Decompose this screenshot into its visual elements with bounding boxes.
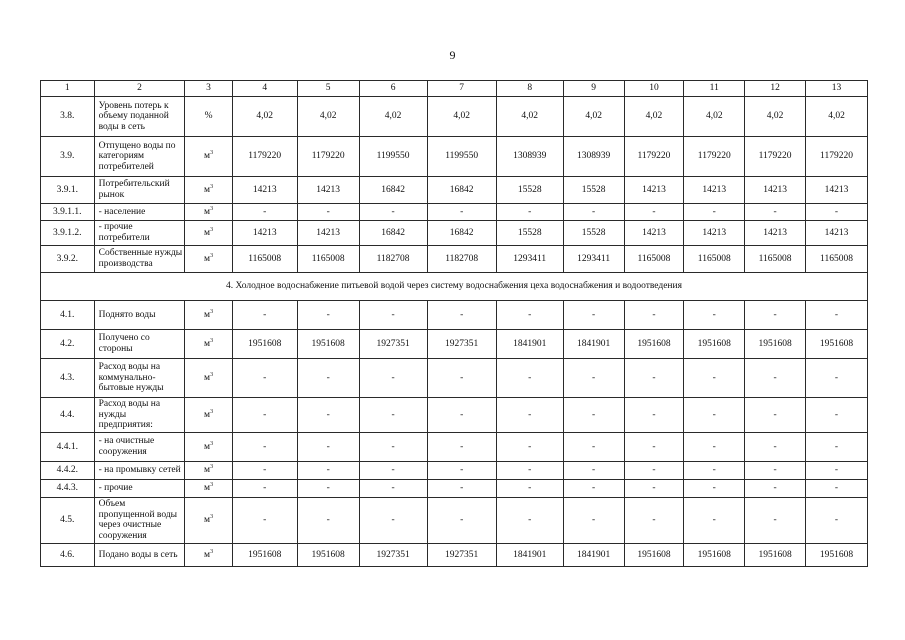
- value-cell: -: [745, 497, 806, 543]
- row-number: 4.3.: [41, 359, 95, 398]
- row-name: - на очистные сооружения: [94, 432, 185, 461]
- value-cell: -: [745, 479, 806, 497]
- data-table: [40, 80, 868, 567]
- value-cell: -: [359, 301, 427, 330]
- value-cell: -: [297, 359, 359, 398]
- row-name: Расход воды на нужды предприятия:: [94, 398, 185, 433]
- row-number: 4.4.: [41, 398, 95, 433]
- value-cell: 15528: [563, 221, 624, 246]
- value-cell: 4,02: [359, 97, 427, 137]
- table-row: [41, 330, 868, 359]
- value-cell: 1951608: [297, 543, 359, 566]
- row-unit: $м^3$: [185, 359, 232, 398]
- value-cell: 14213: [684, 177, 745, 204]
- value-cell: 1841901: [563, 330, 624, 359]
- table-row: [41, 301, 868, 330]
- value-cell: 1841901: [563, 543, 624, 566]
- row-name: - прочие: [94, 479, 185, 497]
- value-cell: -: [496, 497, 563, 543]
- value-cell: -: [624, 479, 684, 497]
- value-cell: 1951608: [806, 543, 868, 566]
- value-cell: -: [624, 204, 684, 221]
- row-number: 3.8.: [41, 97, 95, 137]
- header-cell: 9: [563, 81, 624, 97]
- value-cell: -: [359, 461, 427, 479]
- value-cell: 14213: [684, 221, 745, 246]
- value-cell: -: [359, 398, 427, 433]
- value-cell: -: [297, 204, 359, 221]
- value-cell: -: [684, 204, 745, 221]
- value-cell: -: [232, 479, 297, 497]
- value-cell: 1179220: [684, 137, 745, 177]
- value-cell: -: [563, 461, 624, 479]
- value-cell: -: [684, 479, 745, 497]
- value-cell: -: [684, 497, 745, 543]
- row-number: 3.9.: [41, 137, 95, 177]
- row-unit: $м^3$: [185, 479, 232, 497]
- value-cell: 15528: [496, 177, 563, 204]
- value-cell: -: [297, 301, 359, 330]
- row-number: 4.5.: [41, 497, 95, 543]
- value-cell: 14213: [624, 177, 684, 204]
- value-cell: -: [359, 204, 427, 221]
- value-cell: 14213: [806, 177, 868, 204]
- value-cell: -: [563, 301, 624, 330]
- value-cell: -: [806, 204, 868, 221]
- row-unit: $м^3$: [185, 330, 232, 359]
- header-cell: 11: [684, 81, 745, 97]
- value-cell: 1951608: [232, 330, 297, 359]
- header-cell: 6: [359, 81, 427, 97]
- value-cell: -: [684, 359, 745, 398]
- value-cell: 1951608: [624, 330, 684, 359]
- value-cell: -: [624, 461, 684, 479]
- table-row: [41, 137, 868, 177]
- value-cell: 14213: [745, 177, 806, 204]
- value-cell: -: [496, 359, 563, 398]
- value-cell: 1927351: [359, 330, 427, 359]
- row-unit: $м^3$: [185, 137, 232, 177]
- value-cell: -: [745, 359, 806, 398]
- value-cell: -: [745, 461, 806, 479]
- value-cell: 1951608: [684, 330, 745, 359]
- value-cell: 1841901: [496, 330, 563, 359]
- value-cell: -: [427, 432, 496, 461]
- value-cell: 1179220: [297, 137, 359, 177]
- value-cell: -: [563, 479, 624, 497]
- header-cell: 12: [745, 81, 806, 97]
- row-name: Объем пропущенной воды через очистные сооружения: [94, 497, 185, 543]
- value-cell: -: [427, 204, 496, 221]
- row-name: Поднято воды: [94, 301, 185, 330]
- value-cell: -: [806, 398, 868, 433]
- value-cell: 1951608: [684, 543, 745, 566]
- value-cell: -: [427, 301, 496, 330]
- value-cell: -: [745, 204, 806, 221]
- row-number: 3.9.1.2.: [41, 221, 95, 246]
- row-name: - население: [94, 204, 185, 221]
- value-cell: -: [684, 301, 745, 330]
- value-cell: -: [496, 204, 563, 221]
- value-cell: 14213: [232, 177, 297, 204]
- row-number: 4.2.: [41, 330, 95, 359]
- header-cell: 13: [806, 81, 868, 97]
- section-title: 4. Холодное водоснабжение питьевой водой через систему водоснабжения цеха водоснабжения и водоотведения: [41, 273, 868, 301]
- value-cell: -: [232, 432, 297, 461]
- header-cell: 3: [185, 81, 232, 97]
- value-cell: 1951608: [232, 543, 297, 566]
- value-cell: 1165008: [624, 246, 684, 273]
- value-cell: 16842: [427, 177, 496, 204]
- row-number: 4.1.: [41, 301, 95, 330]
- value-cell: 1841901: [496, 543, 563, 566]
- value-cell: 14213: [806, 221, 868, 246]
- table-row: [41, 461, 868, 479]
- row-number: 4.4.2.: [41, 461, 95, 479]
- row-number: 3.9.1.1.: [41, 204, 95, 221]
- value-cell: -: [297, 497, 359, 543]
- table-row: [41, 177, 868, 204]
- value-cell: 1308939: [496, 137, 563, 177]
- table-row: [41, 543, 868, 566]
- value-cell: 1179220: [745, 137, 806, 177]
- value-cell: 1951608: [745, 543, 806, 566]
- value-cell: -: [232, 497, 297, 543]
- value-cell: -: [232, 204, 297, 221]
- header-cell: 4: [232, 81, 297, 97]
- value-cell: -: [232, 301, 297, 330]
- row-unit: $м^3$: [185, 461, 232, 479]
- value-cell: 1927351: [427, 330, 496, 359]
- value-cell: 1293411: [496, 246, 563, 273]
- value-cell: -: [427, 461, 496, 479]
- value-cell: -: [427, 479, 496, 497]
- value-cell: 1199550: [359, 137, 427, 177]
- value-cell: -: [232, 398, 297, 433]
- table-row: [41, 204, 868, 221]
- value-cell: 4,02: [563, 97, 624, 137]
- value-cell: 1165008: [684, 246, 745, 273]
- value-cell: 1182708: [427, 246, 496, 273]
- value-cell: 4,02: [624, 97, 684, 137]
- row-number: 3.9.2.: [41, 246, 95, 273]
- value-cell: 4,02: [496, 97, 563, 137]
- value-cell: 4,02: [232, 97, 297, 137]
- value-cell: -: [496, 461, 563, 479]
- value-cell: 14213: [624, 221, 684, 246]
- value-cell: -: [624, 432, 684, 461]
- header-cell: 10: [624, 81, 684, 97]
- row-unit: $м^3$: [185, 221, 232, 246]
- value-cell: -: [563, 497, 624, 543]
- value-cell: -: [806, 432, 868, 461]
- row-name: - на промывку сетей: [94, 461, 185, 479]
- value-cell: 15528: [563, 177, 624, 204]
- header-cell: 5: [297, 81, 359, 97]
- value-cell: -: [496, 301, 563, 330]
- value-cell: -: [806, 461, 868, 479]
- row-unit: $м^3$: [185, 543, 232, 566]
- value-cell: 4,02: [684, 97, 745, 137]
- value-cell: 16842: [359, 221, 427, 246]
- value-cell: -: [624, 497, 684, 543]
- row-name: Отпущено воды по категориям потребителей: [94, 137, 185, 177]
- value-cell: -: [624, 359, 684, 398]
- value-cell: -: [297, 398, 359, 433]
- value-cell: 1927351: [427, 543, 496, 566]
- row-number: 4.4.3.: [41, 479, 95, 497]
- value-cell: 14213: [745, 221, 806, 246]
- value-cell: 1293411: [563, 246, 624, 273]
- value-cell: -: [806, 479, 868, 497]
- value-cell: -: [806, 301, 868, 330]
- value-cell: 1951608: [624, 543, 684, 566]
- value-cell: 16842: [359, 177, 427, 204]
- value-cell: 14213: [297, 221, 359, 246]
- row-name: Потребительский рынок: [94, 177, 185, 204]
- value-cell: 1951608: [806, 330, 868, 359]
- value-cell: -: [624, 398, 684, 433]
- value-cell: 4,02: [297, 97, 359, 137]
- value-cell: -: [232, 461, 297, 479]
- row-unit: $м^3$: [185, 177, 232, 204]
- value-cell: 1951608: [297, 330, 359, 359]
- table-row: [41, 432, 868, 461]
- value-cell: 1165008: [806, 246, 868, 273]
- row-unit: $м^3$: [185, 301, 232, 330]
- value-cell: -: [563, 398, 624, 433]
- table-row: [41, 246, 868, 273]
- value-cell: -: [745, 301, 806, 330]
- value-cell: -: [359, 359, 427, 398]
- value-cell: -: [359, 432, 427, 461]
- value-cell: -: [624, 301, 684, 330]
- value-cell: -: [359, 497, 427, 543]
- row-name: - прочие потребители: [94, 221, 185, 246]
- header-cell: 8: [496, 81, 563, 97]
- row-name: Собственные нужды производства: [94, 246, 185, 273]
- value-cell: -: [496, 432, 563, 461]
- row-unit: %: [185, 97, 232, 137]
- table-row: [41, 359, 868, 398]
- value-cell: -: [684, 398, 745, 433]
- value-cell: -: [496, 479, 563, 497]
- value-cell: -: [297, 432, 359, 461]
- value-cell: 1165008: [297, 246, 359, 273]
- value-cell: 14213: [297, 177, 359, 204]
- row-unit: $м^3$: [185, 398, 232, 433]
- value-cell: 1308939: [563, 137, 624, 177]
- value-cell: -: [427, 359, 496, 398]
- value-cell: -: [427, 497, 496, 543]
- section-row: [41, 273, 868, 301]
- value-cell: 1182708: [359, 246, 427, 273]
- value-cell: 1179220: [806, 137, 868, 177]
- value-cell: -: [427, 398, 496, 433]
- value-cell: -: [806, 359, 868, 398]
- header-cell: 1: [41, 81, 95, 97]
- value-cell: -: [684, 461, 745, 479]
- row-name: Подано воды в сеть: [94, 543, 185, 566]
- value-cell: 1927351: [359, 543, 427, 566]
- page-number: 9: [449, 48, 456, 62]
- row-unit: $м^3$: [185, 246, 232, 273]
- header-cell: 7: [427, 81, 496, 97]
- value-cell: 1179220: [232, 137, 297, 177]
- value-cell: 16842: [427, 221, 496, 246]
- header-cell: 2: [94, 81, 185, 97]
- value-cell: 1199550: [427, 137, 496, 177]
- value-cell: -: [563, 359, 624, 398]
- row-number: 3.9.1.: [41, 177, 95, 204]
- row-unit: $м^3$: [185, 497, 232, 543]
- value-cell: -: [297, 479, 359, 497]
- value-cell: 4,02: [745, 97, 806, 137]
- row-number: 4.6.: [41, 543, 95, 566]
- value-cell: -: [563, 432, 624, 461]
- value-cell: 4,02: [427, 97, 496, 137]
- value-cell: 1179220: [624, 137, 684, 177]
- value-cell: 1165008: [745, 246, 806, 273]
- value-cell: 1165008: [232, 246, 297, 273]
- value-cell: -: [684, 432, 745, 461]
- value-cell: -: [563, 204, 624, 221]
- header-row: [41, 81, 868, 97]
- value-cell: -: [297, 461, 359, 479]
- value-cell: -: [232, 359, 297, 398]
- value-cell: -: [359, 479, 427, 497]
- table-row: [41, 221, 868, 246]
- table-row: [41, 97, 868, 137]
- value-cell: 1951608: [745, 330, 806, 359]
- value-cell: -: [806, 497, 868, 543]
- value-cell: -: [745, 398, 806, 433]
- row-name: Уровень потерь к объему поданной воды в сеть: [94, 97, 185, 137]
- row-unit: $м^3$: [185, 432, 232, 461]
- table-row: [41, 479, 868, 497]
- row-unit: $м^3$: [185, 204, 232, 221]
- value-cell: 4,02: [806, 97, 868, 137]
- row-name: Расход воды на коммунально-бытовые нужды: [94, 359, 185, 398]
- value-cell: -: [745, 432, 806, 461]
- value-cell: 14213: [232, 221, 297, 246]
- row-number: 4.4.1.: [41, 432, 95, 461]
- table-row: [41, 398, 868, 433]
- row-name: Получено со стороны: [94, 330, 185, 359]
- value-cell: -: [496, 398, 563, 433]
- value-cell: 15528: [496, 221, 563, 246]
- table-row: [41, 497, 868, 543]
